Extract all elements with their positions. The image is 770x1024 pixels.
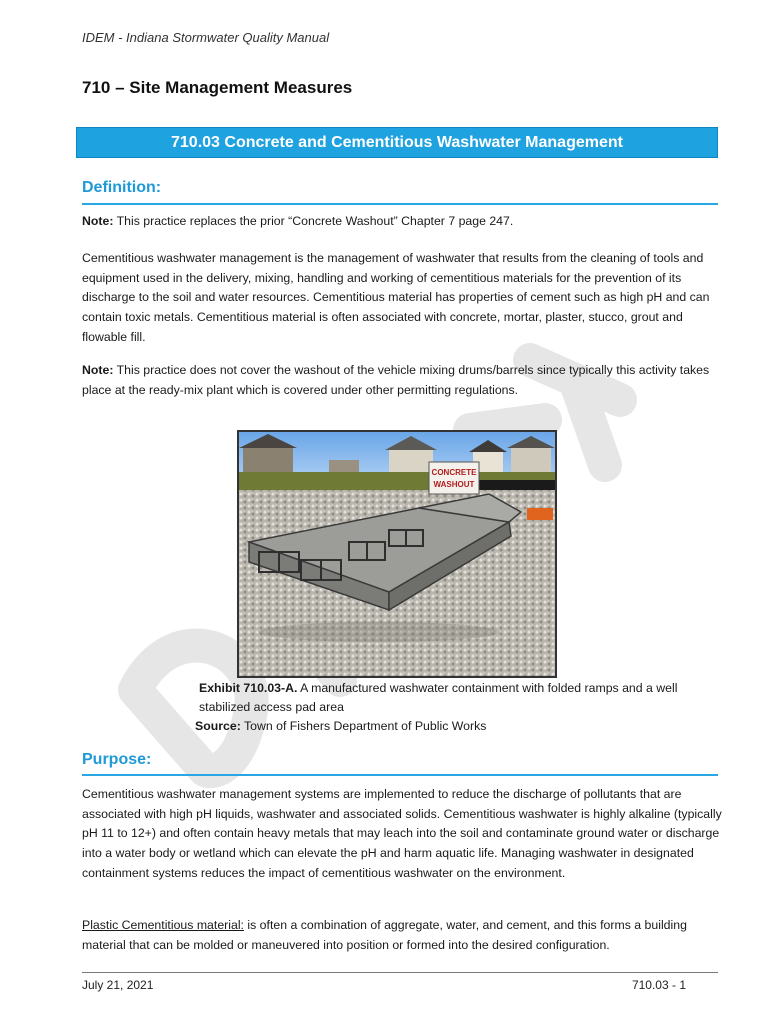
exhibit-caption xyxy=(195,679,725,736)
section-banner: 710.03 Concrete and Cementitious Washwater Management xyxy=(76,127,718,158)
definition-body: Cementitious washwater management is the management of washwater that results from the cleaning of tools and equipment used in the delivery, mixing, handling and working of cementitious materials for the prevention of its discharge to the soil and water resources. Cementitious material has properties of cement such as high pH and can contain toxic metals. Cementitious material is often associated with concrete, mortar, plaster, stucco, grout and flowable fill. xyxy=(82,251,710,344)
note-text: This practice replaces the prior “Concrete Washout” Chapter 7 page 247. xyxy=(113,214,514,228)
footer-rule xyxy=(82,972,718,973)
running-header: IDEM - Indiana Stormwater Quality Manual xyxy=(82,30,330,45)
source-text: Town of Fishers Department of Public Works xyxy=(240,719,487,733)
definition-rule xyxy=(82,203,718,205)
note-label: Note: xyxy=(82,363,114,377)
exhibit-photo xyxy=(237,430,557,678)
sign-text-line-2: WASHOUT xyxy=(433,480,475,489)
purpose-rule xyxy=(82,774,718,776)
note-label: Note: xyxy=(82,214,114,228)
purpose-heading: Purpose: xyxy=(82,751,152,768)
footer-page-number: 710.03 - 1 xyxy=(631,978,686,992)
term-text: is often a combination of aggregate, water, and cement, and this forms a building material that can be molded or maneuvered into position or formed into the desired configuration. xyxy=(82,918,687,952)
exhibit-text: A manufactured washwater containment with folded ramps and a well stabilized access pad area xyxy=(199,681,678,714)
definition-note-2 xyxy=(82,361,722,400)
purpose-body: Cementitious washwater management systems are implemented to reduce the discharge of pollutants that are associated with high pH liquids, washwater and associated solids. Cementitious washwater is highly alkaline (typically pH 11 to 12+) and often contain heavy metals that may leach into the soil and contaminate ground water or discharge into a water body or wetland which can elevate the pH and harm aquatic life. Managing washwater in designated containment systems reduces the impact of cementitious washwater on the environment. xyxy=(82,787,722,880)
footer-date: July 21, 2021 xyxy=(82,978,154,992)
term-label: Plastic Cementitious material: xyxy=(82,918,244,932)
chapter-title: 710 – Site Management Measures xyxy=(82,78,353,97)
exhibit-label: Exhibit 710.03-A. xyxy=(199,681,298,695)
note-text: This practice does not cover the washout of the vehicle mixing drums/barrels since typically this activity takes place at the ready-mix plant which is covered under other permitting regulations. xyxy=(82,363,710,397)
source-label: Source: xyxy=(195,719,241,733)
purpose-definition xyxy=(82,916,722,955)
washout-photo-illustration xyxy=(239,432,555,676)
definition-heading: Definition: xyxy=(82,179,162,196)
sign-text-line-1: CONCRETE xyxy=(431,468,477,477)
definition-note-1 xyxy=(82,212,722,232)
